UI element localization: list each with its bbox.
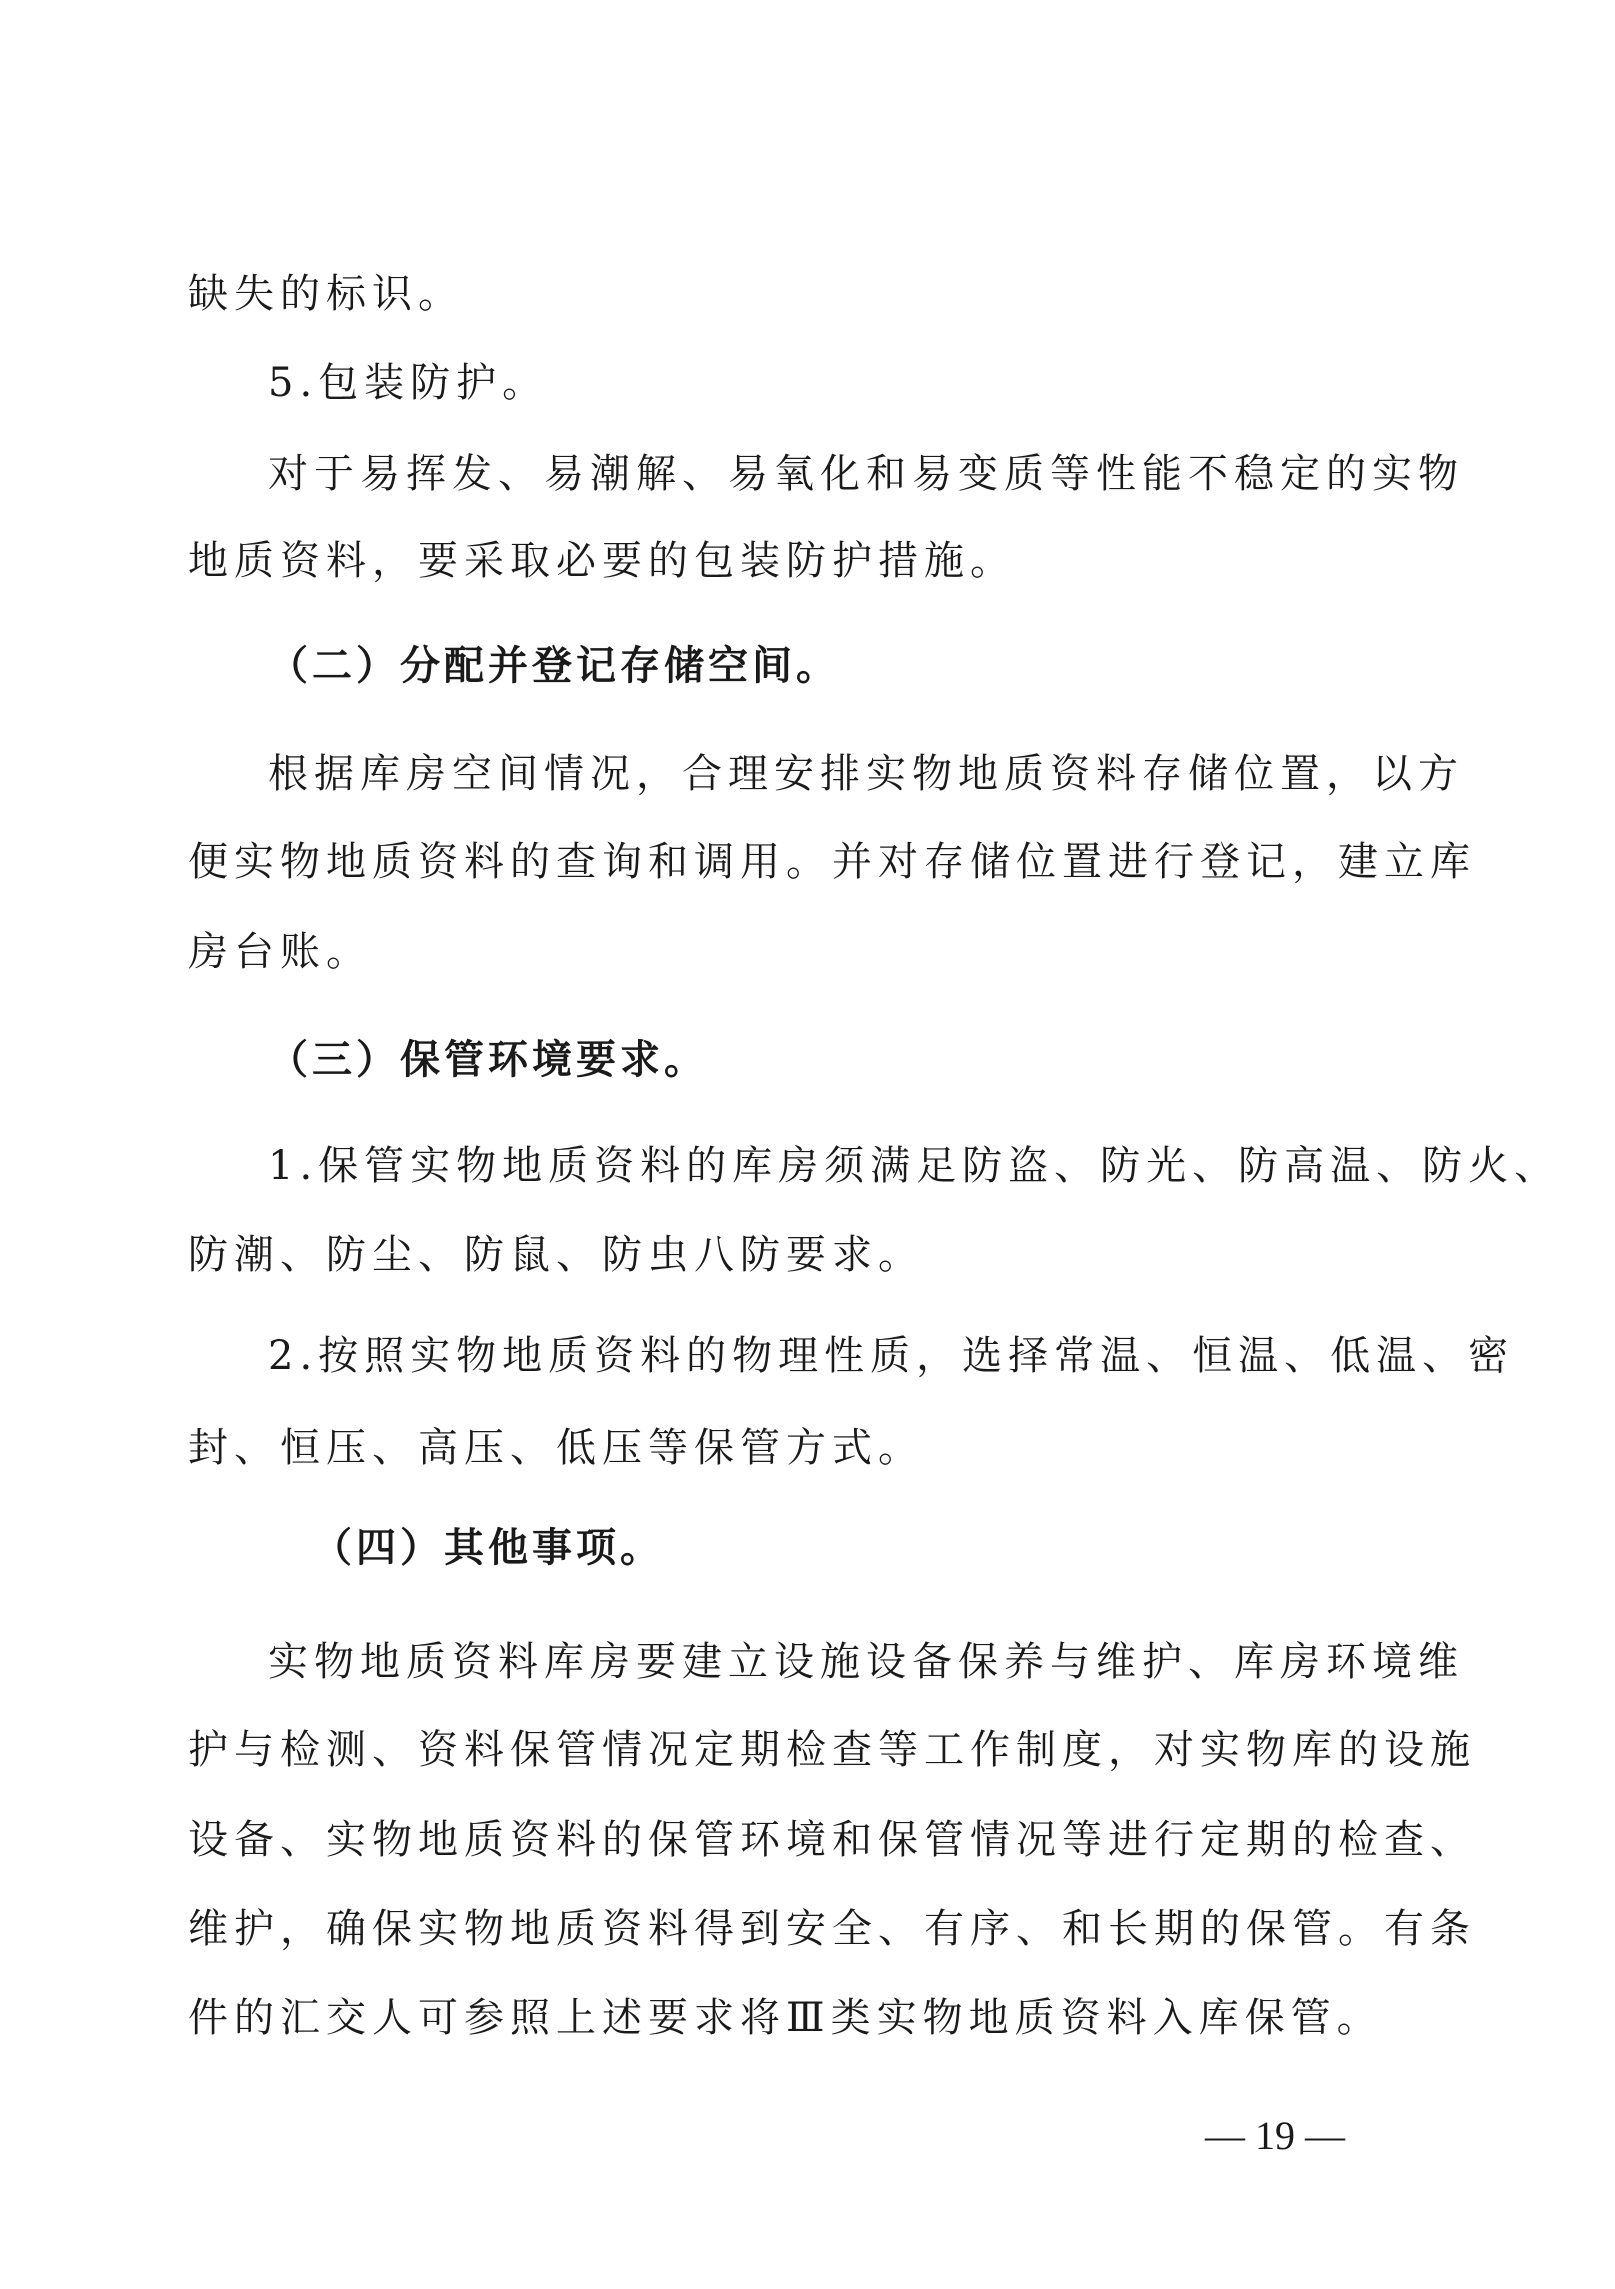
body-text-line: 对于易挥发、易潮解、易氧化和易变质等性能不稳定的实物 <box>268 451 1464 497</box>
section-heading-4: （四）其他事项。 <box>312 1524 664 1571</box>
section-heading-3: （三）保管环境要求。 <box>268 1036 708 1083</box>
body-text-line: 设备、实物地质资料的保管环境和保管情况等进行定期的检查、 <box>188 1817 1476 1863</box>
body-text-line: 房台账。 <box>188 929 372 975</box>
body-text-line: 根据库房空间情况，合理安排实物地质资料存储位置，以方 <box>268 751 1464 797</box>
body-text-line: 1.保管实物地质资料的库房须满足防盗、防光、防高温、防火、 <box>268 1143 1561 1189</box>
body-text-line: 件的汇交人可参照上述要求将Ⅲ类实物地质资料入库保管。 <box>188 1995 1383 2041</box>
section-item-title: 5.包装防护。 <box>268 360 549 406</box>
body-text-line: 维护，确保实物地质资料得到安全、有序、和长期的保管。有条 <box>188 1906 1476 1952</box>
body-text-line: 便实物地质资料的查询和调用。并对存储位置进行登记，建立库 <box>188 839 1476 885</box>
body-text-line: 缺失的标识。 <box>188 271 464 317</box>
body-text-line: 实物地质资料库房要建立设施设备保养与维护、库房环境维 <box>268 1639 1464 1685</box>
page-number: — 19 — <box>1205 2113 1345 2158</box>
section-heading-2: （二）分配并登记存储空间。 <box>268 642 840 689</box>
body-text-line: 2.按照实物地质资料的物理性质，选择常温、恒温、低温、密 <box>268 1333 1515 1379</box>
body-text-line: 护与检测、资料保管情况定期检查等工作制度，对实物库的设施 <box>188 1727 1476 1773</box>
body-text-line: 封、恒压、高压、低压等保管方式。 <box>188 1425 924 1471</box>
body-text-line: 地质资料，要采取必要的包装防护措施。 <box>188 538 1016 584</box>
body-text-line: 防潮、防尘、防鼠、防虫八防要求。 <box>188 1232 924 1278</box>
